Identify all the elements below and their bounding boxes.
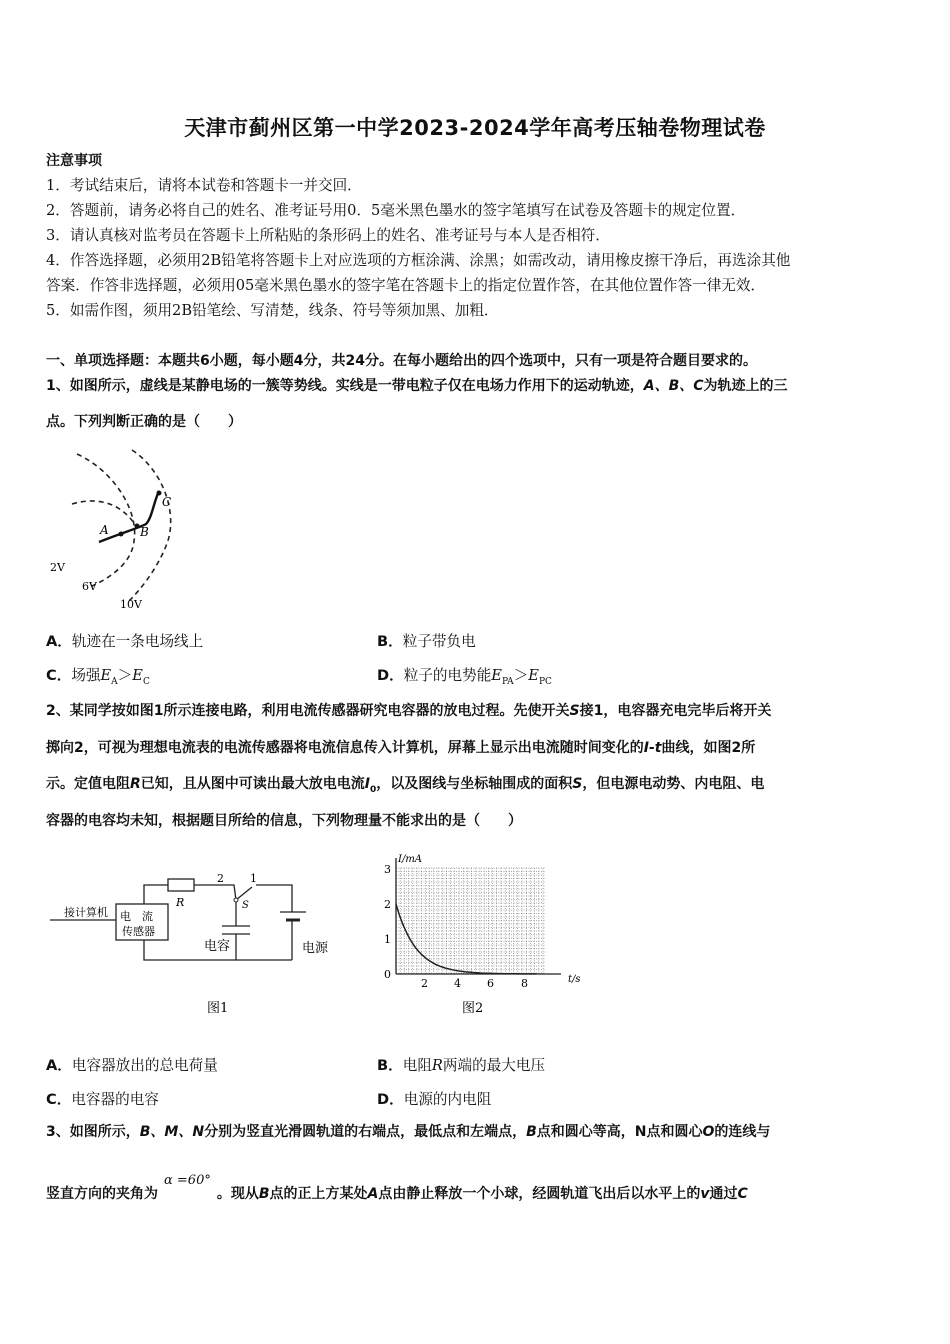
label-source: 电源: [302, 941, 329, 956]
q2-text: 已知，且从图中可读出最大放电电流: [140, 776, 365, 792]
y-tick-2: 2: [384, 898, 391, 911]
var-i0: I: [364, 776, 370, 792]
var-b: B: [526, 1124, 537, 1140]
option-letter: D．: [377, 667, 404, 684]
point-c-dot: [157, 491, 162, 496]
option-text: 两端的最大电压: [442, 1057, 546, 1074]
q3-text: 点由静止释放一个小球，经圆轨道飞出后以水平上的: [378, 1186, 701, 1202]
q2-stem-line4: 容器的电容均未知，根据题目所给的信息，下列物理量不能求出的是（ ）: [46, 813, 522, 829]
q1-option-a[interactable]: [46, 630, 203, 651]
q3-text: 的连线与: [714, 1124, 771, 1140]
q2-it-chart: [376, 850, 596, 1020]
q2-stem-line3: [46, 773, 764, 801]
var-r: R: [130, 776, 141, 792]
q2-stem-line1: [46, 700, 771, 722]
q2-option-a[interactable]: [46, 1054, 218, 1075]
option-text: 电容器的电容: [71, 1091, 159, 1108]
gt-sign: ＞: [513, 667, 529, 684]
var: R: [431, 1057, 443, 1074]
var-s: S: [572, 776, 583, 792]
var-it: I-t: [643, 740, 662, 756]
wire-top-left: [144, 885, 168, 904]
label-computer: 接计算机: [64, 906, 108, 919]
wire-to-terminal-1: [256, 885, 292, 912]
switch-blade: [236, 887, 252, 900]
q1-points: A、B、C: [643, 378, 704, 394]
page-title: 天津市蓟州区第一中学2023-2024学年高考压轴卷物理试卷: [184, 116, 766, 140]
q2-stem-line2: [46, 737, 755, 759]
q2-text: 曲线，如图2所: [661, 740, 756, 756]
option-text: 电容器放出的总电荷量: [71, 1057, 218, 1074]
var-b: B: [258, 1186, 270, 1202]
q3-text: 点的正上方某处: [269, 1186, 368, 1202]
label-6v: 6V: [82, 580, 97, 593]
var: E: [491, 667, 502, 684]
q3-text: 竖直方向的夹角为: [46, 1186, 158, 1202]
q1-stem-line2: 点。下列判断正确的是（ ）: [46, 414, 242, 430]
q2-circuit-figure: [44, 860, 344, 1020]
var-s: S: [569, 703, 580, 719]
var: E: [100, 667, 112, 684]
label-s: S: [242, 900, 249, 911]
notice-heading: 注意事项: [46, 153, 102, 169]
label-terminal-2: 2: [217, 872, 224, 885]
sub: 0: [370, 784, 377, 795]
q1-text-a: 1、如图所示，虚线是某静电场的一簇等势线。实线是一带电粒子仅在电场力作用下的运动轨迹，: [46, 378, 644, 394]
option-text: 场强: [71, 667, 101, 684]
notice-item: 4．作答选择题，必须用2B铅笔将答题卡上对应选项的方框涂满、涂黑；如需改动，请用橡皮擦干净后，再选涂其他: [46, 252, 791, 269]
y-axis-label: I/mA: [398, 854, 423, 865]
x-axis-label: t/s: [568, 974, 581, 985]
q3-text: 通过: [709, 1186, 738, 1202]
label-a: A: [100, 523, 109, 537]
option-letter: B．: [377, 633, 403, 650]
caption-fig2: 图2: [462, 1001, 484, 1016]
label-c: C: [162, 495, 172, 509]
section-heading: 一、单项选择题：本题共6小题，每小题4分，共24分。在每小题给出的四个选项中，只有一项是符合题目要求的。: [46, 353, 757, 369]
sub: C: [142, 676, 150, 687]
option-letter: B．: [377, 1057, 403, 1074]
var-a: A: [367, 1186, 379, 1202]
option-letter: C．: [46, 667, 72, 684]
label-terminal-1: 1: [250, 872, 257, 885]
option-text: 电源的内电阻: [403, 1091, 492, 1108]
q2-option-c[interactable]: [46, 1088, 159, 1109]
sub: PC: [538, 676, 552, 687]
var-v: v: [700, 1186, 710, 1202]
q3-text: 。现从: [216, 1186, 259, 1202]
resistor: [168, 879, 194, 891]
q1-option-c[interactable]: [46, 664, 150, 687]
var-o: O: [702, 1124, 715, 1140]
q1-text-b: 为轨迹上的三: [703, 378, 788, 394]
x-tick-2: 2: [421, 977, 428, 990]
label-2v: 2V: [50, 561, 65, 574]
q2-text: 掷向2，可视为理想电流表的电流传感器将电流信息传入计算机，屏幕上显示出电流随时间变化的: [46, 740, 644, 756]
label-10v: 10V: [120, 598, 142, 611]
q2-text: 接1，电容器充电完毕后将开关: [579, 703, 772, 719]
notice-item: 3．请认真核对监考员在答题卡上所粘贴的条形码上的姓名、准考证号与本人是否相符．: [46, 227, 610, 244]
option-text: 电阻: [402, 1057, 432, 1074]
wire-to-terminal-2: [194, 885, 236, 900]
label-r: R: [176, 896, 185, 909]
y-tick-1: 1: [384, 933, 391, 946]
option-letter: C．: [46, 1091, 72, 1108]
label-capacitor: 电容: [204, 939, 231, 954]
q2-text: 2、某同学按如图1所示连接电路，利用电流传感器研究电容器的放电过程。先使开关: [46, 703, 570, 719]
var: E: [528, 667, 539, 684]
equipotential-line-6v: [77, 454, 135, 586]
alpha-formula: α =60°: [164, 1173, 211, 1188]
var-c: C: [737, 1186, 748, 1202]
q2-option-b[interactable]: [377, 1054, 545, 1075]
q1-option-b[interactable]: [377, 630, 476, 651]
option-letter: A．: [46, 1057, 72, 1074]
q2-text: 示。定值电阻: [46, 776, 130, 792]
chart-grid: [396, 868, 546, 974]
q3-text: 点和圆心等高，N点和圆心: [536, 1124, 703, 1140]
switch-pivot: [234, 898, 238, 902]
point-a-dot: [119, 532, 124, 537]
q2-option-d[interactable]: [377, 1088, 491, 1109]
label-sensor-1: 电 流: [120, 910, 153, 923]
point-b-dot: [135, 524, 140, 529]
label-sensor-2: 传感器: [122, 925, 155, 938]
q2-text: ，以及图线与坐标轴围成的面积: [376, 776, 573, 792]
option-letter: A．: [46, 633, 72, 650]
label-b: B: [140, 525, 149, 539]
q1-equipotential-figure: [44, 446, 194, 616]
sub: A: [111, 676, 118, 687]
sub: PA: [501, 676, 514, 687]
q3-stem-line1: [46, 1121, 770, 1143]
option-text: 粒子的电势能: [403, 667, 492, 684]
q2-text: ，但电源电动势、内电阻、电: [582, 776, 765, 792]
y-tick-3: 3: [384, 863, 391, 876]
notice-item: 2．答题前，请务必将自己的姓名、准考证号用0．5毫米黑色墨水的签字笔填写在试卷及答题卡的规定位置．: [46, 202, 746, 219]
option-letter: D．: [377, 1091, 404, 1108]
var-bmn: B、M、N: [139, 1124, 205, 1140]
caption-fig1: 图1: [207, 1001, 229, 1016]
var: E: [132, 667, 143, 684]
option-text: 轨迹在一条电场线上: [71, 633, 204, 650]
x-tick-6: 6: [487, 977, 494, 990]
gt-sign: ＞: [117, 667, 133, 684]
notice-item: 答案．作答非选择题，必须用05毫米黑色墨水的签字笔在答题卡上的指定位置作答，在其他位置作答一律无效．: [46, 277, 766, 294]
y-tick-0: 0: [384, 968, 391, 981]
q1-stem-line1: [46, 375, 788, 397]
wire-cap-bottom: [236, 934, 292, 960]
x-tick-4: 4: [454, 977, 461, 990]
notice-item: 1．考试结束后，请将本试卷和答题卡一并交回．: [46, 177, 362, 194]
option-text: 粒子带负电: [402, 633, 476, 650]
q3-stem-line2: [46, 1173, 748, 1206]
q3-text: 分别为竖直光滑圆轨道的右端点，最低点和左端点，: [204, 1124, 527, 1140]
q3-text: 3、如图所示，: [46, 1124, 140, 1140]
notice-item: 5．如需作图，须用2B铅笔绘、写清楚，线条、符号等须加黑、加粗．: [46, 302, 499, 319]
x-tick-8: 8: [521, 977, 528, 990]
q1-option-d[interactable]: [377, 664, 552, 687]
